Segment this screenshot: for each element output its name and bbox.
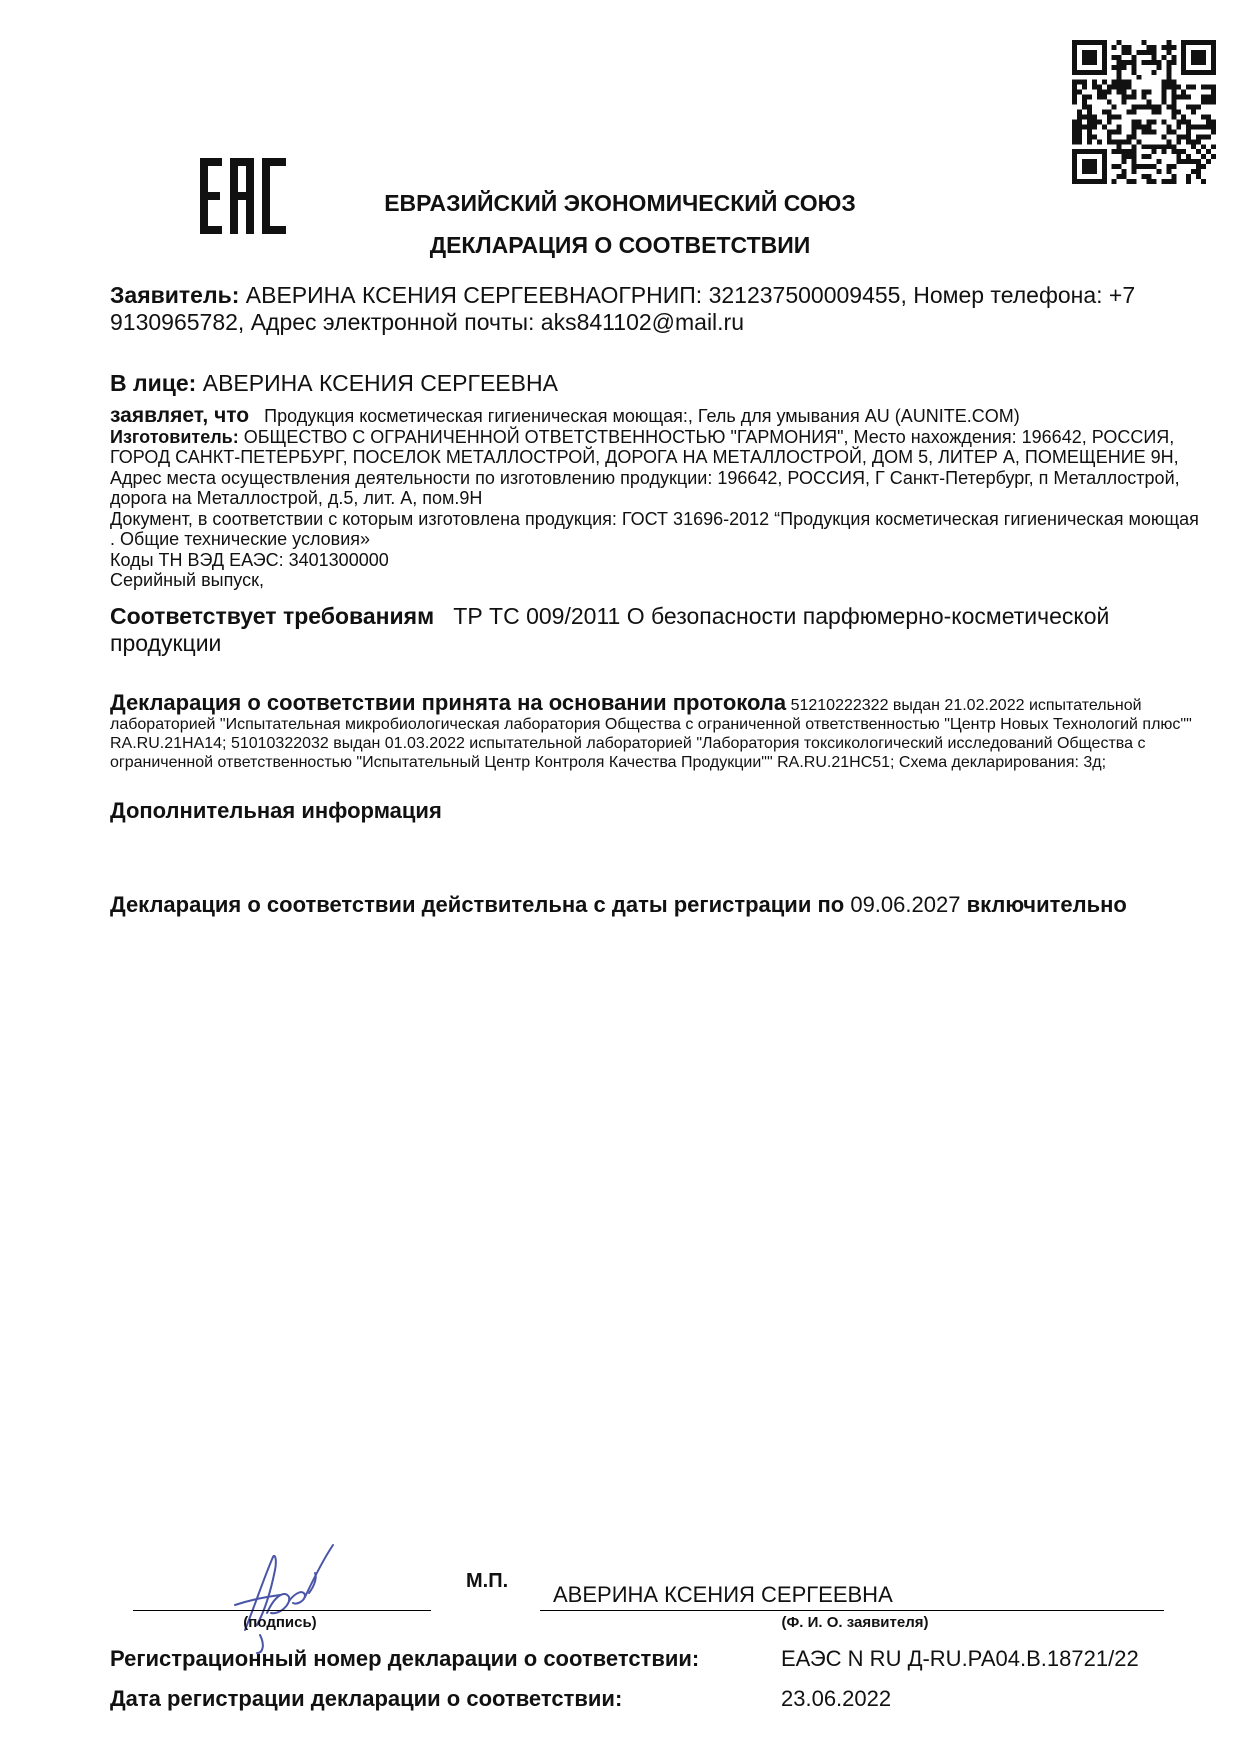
- conformity-text: ТР ТС 009/2011 О безопасности парфюмерно-косметической продукции: [110, 603, 1110, 656]
- signature-caption: (подпись): [243, 1614, 317, 1631]
- handwritten-signature-icon: [205, 1535, 345, 1655]
- validity-suffix: включительно: [966, 892, 1127, 917]
- applicant-line: [110, 282, 1190, 336]
- applicant-text: АВЕРИНА КСЕНИЯ СЕРГЕЕВНАОГРНИП: 321237500009455, Номер телефона: +7 9130965782, Адрес электронной почты: aks841102@mail.ru: [110, 282, 1136, 335]
- registration-number-label: Регистрационный номер декларации о соответствии:: [110, 1646, 700, 1671]
- validity-date: 09.06.2027: [850, 892, 961, 917]
- document-line: Документ, в соответствии с которым изготовлена продукция: ГОСТ 31696-2012 “Продукция косметическая гигиеническая моющая . Общие технические условия»: [110, 508, 1199, 549]
- registration-date-value: 23.06.2022: [781, 1686, 892, 1711]
- applicant-label: Заявитель:: [110, 282, 240, 308]
- validity-prefix: Декларация о соответствии действительна с даты регистрации по: [110, 892, 845, 917]
- product-block: [110, 406, 1200, 591]
- signature-line: [133, 1610, 431, 1611]
- representative-line: [110, 370, 558, 397]
- registration-number-value: ЕАЭС N RU Д-RU.РА04.В.18721/22: [781, 1646, 1139, 1671]
- manufacturer-text: ОБЩЕСТВО С ОГРАНИЧЕННОЙ ОТВЕТСТВЕННОСТЬЮ "ГАРМОНИЯ", Место нахождения: 196642, РОССИЯ, ГОРОД САНКТ-ПЕТЕРБУРГ, ПОСЕЛОК МЕТАЛЛОСТРОЙ, ДОРОГА НА МЕТАЛЛОСТРОЙ, ДОМ 5, ЛИТЕР А, ПОМЕЩЕНИЕ 9Н, Адрес места осуществления деятельности по изготовлению продукции: 196642, РОССИЯ, Г Санкт-Петербург, п Металлострой, дорога на Металлострой, д.5, лит. А, пом.9Н: [110, 426, 1180, 508]
- fio-line: [540, 1610, 1164, 1611]
- union-title: ЕВРАЗИЙСКИЙ ЭКОНОМИЧЕСКИЙ СОЮЗ: [384, 190, 856, 216]
- manufacturer-label: Изготовитель:: [110, 426, 239, 447]
- additional-info-label: Дополнительная информация: [110, 798, 442, 823]
- declares-line: [110, 406, 1200, 427]
- representative-text: АВЕРИНА КСЕНИЯ СЕРГЕЕВНА: [202, 370, 558, 396]
- registration-date-label: Дата регистрации декларации о соответствии:: [110, 1686, 623, 1711]
- declares-label: заявляет, что: [110, 404, 250, 427]
- qr-code-icon: [1072, 40, 1216, 184]
- applicant-fio: АВЕРИНА КСЕНИЯ СЕРГЕЕВНА: [553, 1582, 893, 1607]
- conformity-line: [110, 603, 1170, 657]
- protocol-text: 51210222322 выдан 21.02.2022 испытательной лабораторией "Испытательная микробиологическая лаборатория Общества с ограниченной ответственностью "Центр Новых Технологий плюс"" RA.RU.21НА14; 51010322032 выдан 01.03.2022 испытательной лабораторией "Лаборатория токсикологический исследований Общества с ограниченной ответственностью "Испытательный Центр Контроля Качества Продукции"" RA.RU.21НС51; Схема декларирования: 3д;: [110, 697, 1192, 771]
- serial-line: Серийный выпуск,: [110, 570, 264, 590]
- conformity-label: Соответствует требованиям: [110, 603, 435, 629]
- fio-caption: (Ф. И. О. заявителя): [781, 1614, 929, 1631]
- protocol-label: Декларация о соответствии принята на основании протокола: [110, 690, 787, 715]
- stamp-label: М.П.: [466, 1570, 509, 1592]
- declaration-title: ДЕКЛАРАЦИЯ О СООТВЕТСТВИИ: [429, 232, 811, 258]
- codes-line: Коды ТН ВЭД ЕАЭС: 3401300000: [110, 549, 389, 570]
- declares-text: Продукция косметическая гигиеническая моющая:, Гель для умывания AU (AUNITE.COM): [264, 406, 1020, 426]
- representative-label: В лице:: [110, 370, 197, 396]
- validity-line: [110, 892, 1127, 918]
- protocol-block: [110, 690, 1200, 772]
- manufacturer-line: [110, 427, 1200, 509]
